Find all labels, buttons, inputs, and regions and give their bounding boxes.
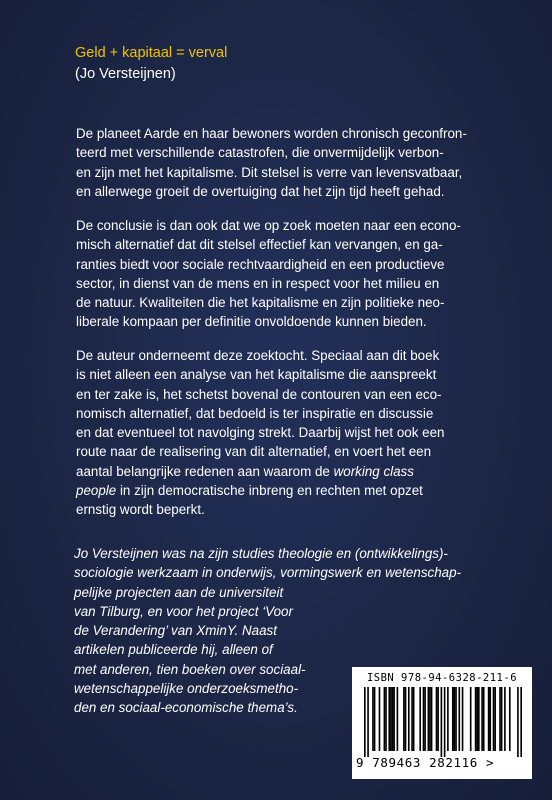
author-name: (Jo Versteijnen)	[75, 66, 176, 82]
text-line: people in zijn democratische inbreng en rechten met opzet	[76, 483, 423, 499]
barcode-bar	[431, 687, 433, 751]
bio-line: van Tilburg, en voor het project ‘Voor	[74, 603, 293, 619]
bio-line: artikelen publiceerde hij, alleen of	[74, 642, 273, 658]
barcode-bar	[413, 687, 415, 751]
barcode-box	[352, 667, 532, 779]
barcode-bar	[494, 687, 496, 751]
barcode-bar	[455, 687, 457, 751]
barcode-bar	[390, 687, 392, 751]
paragraph-3	[76, 346, 486, 520]
barcode-bar	[452, 687, 454, 751]
barcode-bar	[470, 687, 472, 751]
barcode-bar	[509, 687, 511, 751]
barcode-bar	[385, 687, 387, 751]
bio-line: sociologie werkzaam in onderwijs, vormingswerk en wetenschap-	[74, 565, 462, 581]
barcode-bar	[441, 687, 443, 757]
barcode-digits: 9 789463 282116 >	[356, 755, 495, 770]
barcode-bar	[367, 687, 369, 757]
isbn-label: ISBN 978-94-6328-211-6	[366, 672, 518, 684]
text-line: en ter zake is, het schetst bovenal de contouren van een eco-	[76, 386, 442, 402]
bio-line: den en sociaal-economische thema’s.	[74, 700, 298, 716]
barcode-bar	[436, 687, 438, 751]
barcode-bar	[504, 687, 506, 751]
bio-line: met anderen, tien boeken over sociaal-	[74, 661, 306, 677]
text-line: aantal belangrijke redenen aan waarom de working class	[76, 463, 414, 479]
text-line: en allerwege groeit de overtuiging dat het zijn tijd heeft gehad.	[76, 183, 445, 199]
barcode-bar	[437, 687, 439, 751]
bio-line: Jo Versteijnen was na zijn studies theologie en (ontwikkelings)-	[74, 546, 448, 561]
barcode-bar	[364, 687, 366, 757]
text-line: De conclusie is dan ook dat we op zoek moeten naar een econo-	[76, 218, 461, 233]
barcode-bar	[520, 687, 522, 757]
barcode-bar	[393, 687, 395, 751]
text-line: misch alternatief dat dit stelsel effectief kan vervangen, en ga-	[76, 237, 443, 253]
text-line: nomisch alternatief, dat bedoeld is ter inspiratie en discussie	[76, 405, 434, 421]
barcode-bar	[488, 687, 490, 751]
barcode-bar	[429, 687, 431, 751]
barcode-bar	[493, 687, 495, 751]
barcode-bar	[397, 687, 399, 751]
text-line: sector, in dienst van de mens en in respect voor het milieu en	[76, 275, 440, 291]
barcode-bar	[424, 687, 426, 751]
barcode-bar	[408, 687, 410, 751]
barcode-bars	[364, 687, 522, 757]
barcode-bar	[372, 687, 374, 751]
barcode-bar	[475, 687, 477, 751]
barcode-bar	[428, 687, 430, 751]
text-line: is niet alleen een analyse van het kapitalisme die aanspreekt	[76, 367, 437, 383]
text-line: en zijn met het kapitalisme. Dit stelsel is verre van levensvatbaar,	[76, 164, 463, 180]
text-line: teerd met verschillende catastrofen, die onvermijdelijk verbon-	[76, 145, 444, 161]
barcode-bar	[405, 687, 407, 751]
text-line: ranties biedt voor sociale rechtvaardigheid en een productieve	[76, 256, 445, 272]
paragraph-2	[76, 216, 486, 332]
barcode-bar	[379, 687, 381, 751]
bio-line: de Verandering’ van XminY. Naast	[74, 623, 277, 639]
text-line: liberale kompaan per definitie onvoldoende kunnen bieden.	[76, 314, 427, 330]
barcode-bar	[478, 687, 480, 751]
barcode-bar	[392, 687, 394, 751]
barcode-bar	[476, 687, 478, 751]
barcode-bar	[444, 687, 446, 757]
bio-line: pelijke projecten aan de universiteit	[74, 584, 284, 600]
text-line: ernstig wordt beperkt.	[76, 502, 205, 518]
barcode-bar	[489, 687, 491, 751]
barcode-bar	[462, 687, 464, 751]
text-line: en dat eventueel tot navolging strekt. Daarbij wijst het ook een	[76, 425, 445, 441]
barcode-bar	[517, 687, 519, 757]
barcode-bar	[374, 687, 376, 751]
barcode-bar	[483, 687, 485, 751]
barcode-bar	[411, 687, 413, 751]
barcode-bar	[384, 687, 386, 751]
barcode-bar	[419, 687, 421, 751]
barcode-bar	[454, 687, 456, 751]
book-title: Geld + kapitaal = verval	[75, 45, 228, 61]
barcode-bar	[501, 687, 503, 751]
barcode-graphic	[364, 687, 522, 757]
text-line: De planeet Aarde en haar bewoners worden chronisch geconfron-	[76, 126, 467, 141]
barcode-bar	[499, 687, 501, 751]
text-line: De auteur onderneemt deze zoektocht. Speciaal aan dit boek	[76, 348, 440, 363]
barcode-bar	[458, 687, 460, 751]
barcode-bar	[403, 687, 405, 751]
barcode-bar	[447, 687, 449, 751]
text-line: route naar de realisering van dit alternatief, en voert het een	[76, 444, 432, 460]
barcode-bar	[423, 687, 425, 751]
barcode-bar	[481, 687, 483, 751]
bio-line: wetenschappelijke onderzoeksmetho-	[74, 681, 299, 697]
barcode-bar	[388, 687, 390, 751]
text-line: de natuur. Kwaliteiten die het kapitalisme en zijn politieke neo-	[76, 295, 445, 311]
paragraph-1	[76, 124, 486, 201]
